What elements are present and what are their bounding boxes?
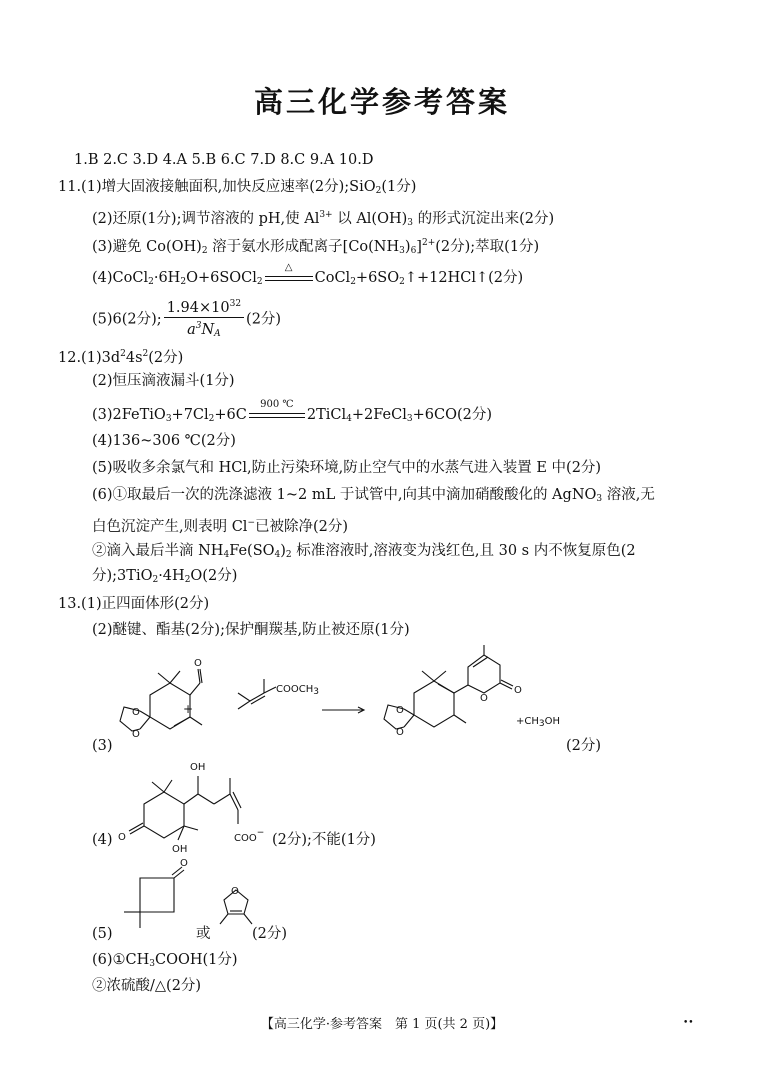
q12-part4: (4)136~306 ℃(2分)	[92, 433, 236, 449]
page-footer: 【高三化学·参考答案 第 1 页(共 2 页)】	[260, 1017, 504, 1032]
q13-part2: (2)醚键、酯基(2分);保护酮羰基,防止被还原(1分)	[92, 622, 410, 638]
q13-part4-answer: (2分);不能(1分)	[272, 832, 376, 848]
heat-condition-arrow: △	[263, 267, 315, 285]
lactone-product-structure	[378, 645, 528, 755]
q12-part6-line1: (6)①取最后一次的洗涤滤液 1~2 mL 于试管中,向其中滴加硝酸酸化的 AgNO$_3$ 溶液,无	[92, 487, 655, 504]
q11-part3: (3)避免 $Co(OH)_2$ 溶于氨水形成配离子$[Co(NH_3)_6]^{2+}(2$分);萃取(1分)	[92, 238, 540, 256]
q13-part3-label: (3)	[92, 738, 113, 754]
svg-text:OH: OH	[172, 844, 188, 855]
q12-part2: (2)恒压滴液漏斗(1分)	[92, 373, 235, 389]
svg-text:O: O	[396, 727, 404, 738]
dimethylcyclobutanone-structure	[118, 856, 198, 936]
q13-part4-label: (4)	[92, 832, 113, 848]
svg-text:O: O	[180, 858, 188, 869]
q12-part6-line3: ②滴入最后半滴 $NH_4Fe(SO_4)_2$ 标准溶液时,溶液变为浅红色,且 30 s 内不恢复原色(2	[92, 543, 636, 560]
svg-text:O: O	[132, 707, 140, 718]
ketal-aldehyde-structure	[110, 655, 230, 750]
q11-part1: 11.(1)增大固液接触面积,加快反应速率(2分);SiO$_2$(1分)	[58, 179, 417, 196]
plus-sign: +	[183, 702, 194, 716]
q12-part3-equation: $(3)2FeTiO_3+7Cl_2+6C$ 900 ℃ 2TiCl$_4$+2FeCl$_3$+6CO(2分)	[92, 399, 492, 424]
q12-part6-line4: 分)$;3TiO_2\cdot 4H_2O(2$分)	[92, 568, 238, 585]
page-title: 高三化学参考答案	[253, 85, 510, 119]
temperature-condition-arrow: 900 ℃	[247, 404, 307, 422]
svg-text:O: O	[118, 832, 126, 843]
reaction-arrow	[320, 705, 370, 715]
q11-part5: (5)6(2分); $\frac{1.94\times 10^{32}}{a^3N_A}$ (2分)	[92, 296, 281, 343]
q13-part5-score: (2分)	[252, 926, 288, 942]
multiple-choice-answers: 1.B 2.C 3.D 4.A 5.B 6.C 7.D 8.C 9.A 10.D	[74, 152, 374, 168]
svg-text:O: O	[480, 693, 488, 704]
svg-text:O: O	[132, 729, 140, 740]
q12-part5: (5)吸收多余氯气和 HCl,防止污染环境,防止空气中的水蒸气进入装置 E 中(2分)	[92, 460, 602, 476]
q13-part1: 13.(1)正四面体形(2分)	[58, 596, 210, 612]
carboxylate-label: COO−	[234, 828, 265, 844]
density-fraction: $\frac{1.94\times 10^{32}}{a^3N_A}$	[164, 296, 244, 343]
q13-part6-line2: ②浓硫酸/△(2分)	[92, 978, 202, 994]
svg-text:OH: OH	[190, 762, 206, 773]
svg-text:O: O	[514, 685, 522, 696]
methyl-ester-label: $COOCH_3$	[276, 684, 319, 697]
svg-text:O: O	[396, 705, 404, 716]
q13-part6-line1: $(6)①CH_3COOH(1$分)	[92, 952, 238, 969]
svg-text:O: O	[231, 886, 239, 897]
methanol-byproduct: $+CH_3OH$	[516, 716, 561, 729]
q11-part4-equation: $(4)CoCl_2\cdot 6H_2O+6SOCl_2$ △ $CoCl_2+6SO_2↑+12HCl↑(2$分)	[92, 262, 524, 287]
q13-part3-score: (2分)	[566, 738, 602, 754]
q13-part5-label: (5)	[92, 926, 113, 942]
q11-part2: (2)还原(1分);调节溶液的 pH,使 $Al^{3+}$ 以 $Al(OH)_3$ 的形式沉淀出来(2分)	[92, 210, 555, 228]
svg-text:O: O	[194, 658, 202, 669]
corner-mark: ••	[683, 1018, 694, 1028]
q12-part1: $12.(1)3d^24s^2(2$分)	[58, 349, 184, 366]
q12-part6-line2: 白色沉淀产生,则表明 Cl−已被除净(2分)	[92, 518, 349, 535]
or-text: 或	[196, 926, 211, 942]
